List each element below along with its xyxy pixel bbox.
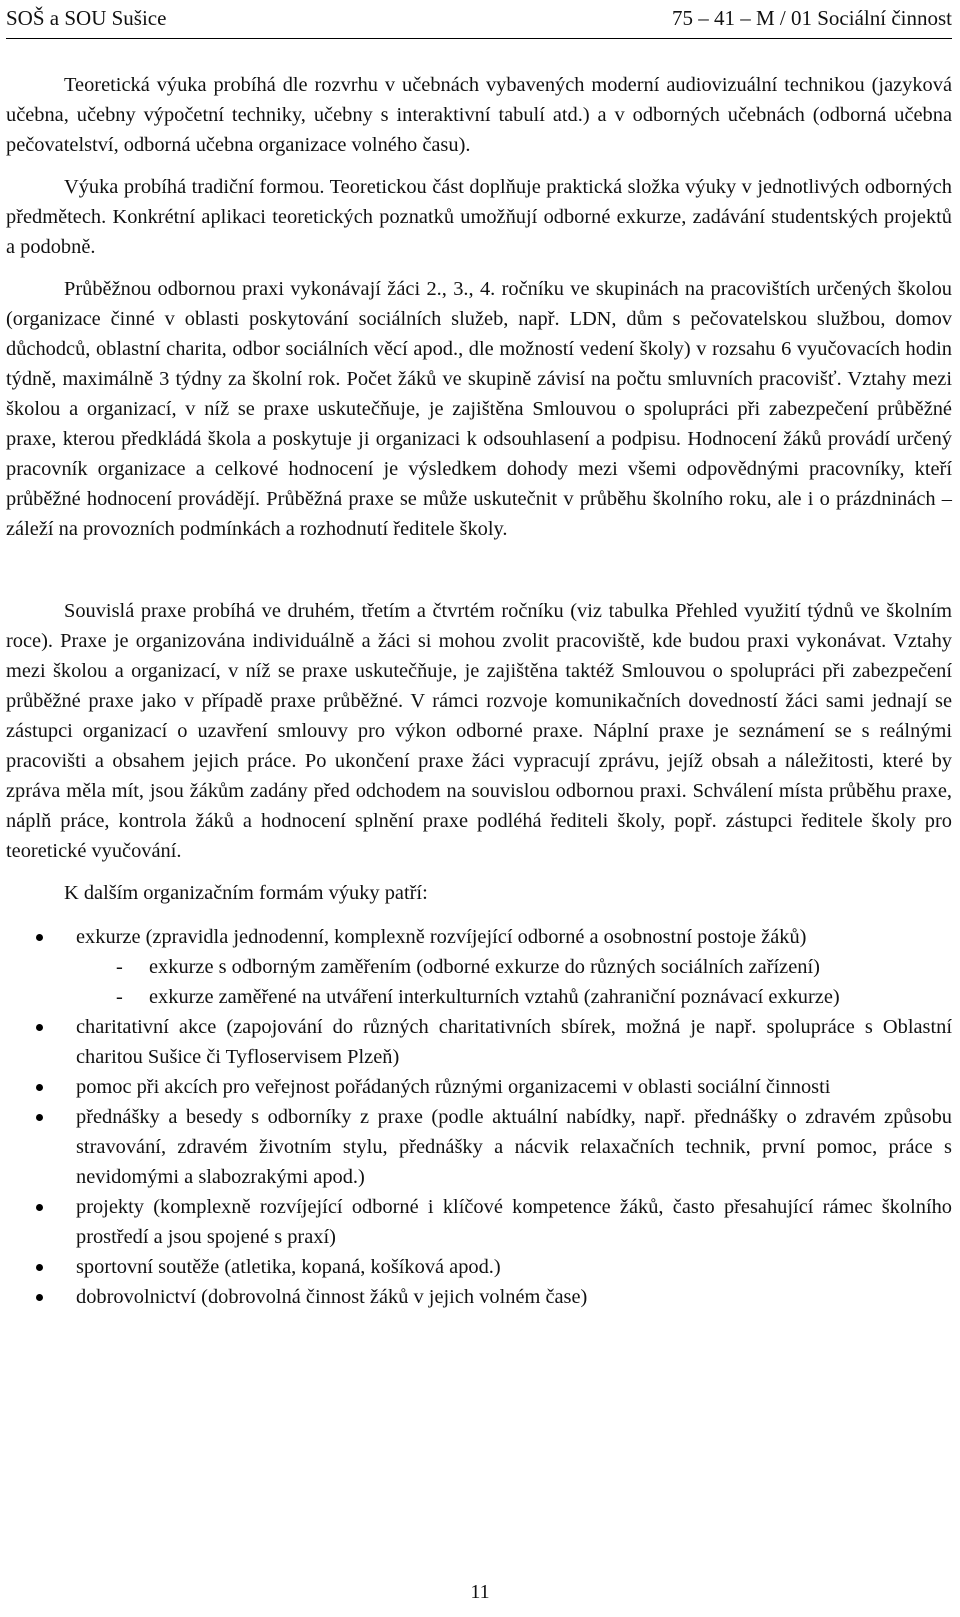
document-body: [6, 70, 952, 1312]
page-footer: [0, 1578, 960, 1606]
dash-marker: -: [116, 956, 123, 978]
bullet-icon: [36, 1294, 43, 1301]
list-item-text: sportovní soutěže (atletika, kopaná, košíková apod.): [76, 1256, 501, 1278]
sub-list-item: [76, 952, 952, 982]
paragraph-teaching-form: Výuka probíhá tradiční formou. Teoretickou část doplňuje praktická složka výuky v jednotlivých odborných předmětech. Konkrétní aplikaci teoretických poznatků umožňují odborné exkurze, zadávání studentských projektů a podobně.: [6, 176, 952, 258]
organizational-forms-list: [6, 922, 952, 1312]
list-item-text: přednášky a besedy s odborníky z praxe (podle aktuální nabídky, např. přednášky o zdravém způsobu stravování, zdravém životním stylu, přednášky a nácvik relaxačních technik, první pomoc, práce s nevidomými a slabozrakými apod.): [76, 1106, 952, 1188]
bullet-icon: [36, 1114, 43, 1121]
paragraph-ongoing-practice: Průběžnou odbornou praxi vykonávají žáci 2., 3., 4. ročníku ve skupinách na pracovištích určených školou (organizace činné v oblasti poskytování sociálních služeb, např. LDN, dům s pečovatelskou službou, domov důchodců, oblastní charita, odbor sociálních věcí apod., dle možností vedení školy) v rozsahu 6 vyučovacích hodin týdně, maximálně 3 týdny za školní rok. Počet žáků ve skupině závisí na počtu smluvních pracovišť. Vztahy mezi školou a organizací, v níž se praxe uskutečňuje, je zajištěna Smlouvou o spolupráci při zabezpečení průběžné praxe, kterou předkládá škola a poskytuje ji organizaci k odsouhlasení a podpisu. Hodnocení žáků provádí určený pracovník organizace a celkové hodnocení je výsledkem dohody mezi všemi odpovědnými pracovníky, kteří průběžné hodnocení provádějí. Průběžná praxe se může uskutečnit v průběhu školního roku, ale i o prázdninách – záleží na provozních podmínkách a rozhodnutí ředitele školy.: [6, 278, 952, 540]
list-item-text: charitativní akce (zapojování do různých charitativních sbírek, možná je např. spolupráce s Oblastní charitou Sušice či Tyfloservisem Plzeň): [76, 1016, 952, 1068]
sub-list-item: [76, 982, 952, 1012]
bullet-icon: [36, 934, 43, 941]
list-item-text: pomoc při akcích pro veřejnost pořádaných různými organizacemi v oblasti sociální činnosti: [76, 1076, 831, 1098]
bullet-icon: [36, 1204, 43, 1211]
paragraph-other-forms-intro: K dalším organizačním formám výuky patří:: [64, 882, 428, 904]
excursion-sublist: [76, 952, 952, 1012]
list-item: [6, 1072, 952, 1102]
list-item: [6, 1192, 952, 1252]
list-item: [6, 1252, 952, 1282]
paragraph-theoretical-teaching: Teoretická výuka probíhá dle rozvrhu v učebnách vybavených moderní audiovizuální technikou (jazyková učebna, učebny výpočetní techniky, učebny s interaktivní tabulí atd.) a v odborných učebnách (odborná učebna pečovatelství, odborná učebna organizace volného času).: [6, 74, 952, 156]
list-item: [6, 1102, 952, 1192]
list-item-text: exkurze (zpravidla jednodenní, komplexně rozvíjející odborné a osobnostní postoje žáků): [76, 926, 807, 948]
bullet-icon: [36, 1024, 43, 1031]
list-item-text: dobrovolnictví (dobrovolná činnost žáků v jejich volném čase): [76, 1286, 588, 1308]
page-header: [6, 0, 952, 39]
sub-list-item-text: exkurze zaměřené na utváření interkulturních vztahů (zahraniční poznávací exkurze): [149, 986, 840, 1008]
dash-marker: -: [116, 986, 123, 1008]
header-program-code: 75 – 41 – M / 01 Sociální činnost: [672, 6, 952, 30]
list-item: [6, 1012, 952, 1072]
list-item: [6, 922, 952, 1012]
list-item-text: projekty (komplexně rozvíjející odborné i klíčové kompetence žáků, často přesahující rámec školního prostředí a jsou spojené s praxí): [76, 1196, 952, 1248]
bullet-icon: [36, 1264, 43, 1271]
list-item: [6, 1282, 952, 1312]
page-number: 11: [470, 1581, 490, 1603]
sub-list-item-text: exkurze s odborným zaměřením (odborné exkurze do různých sociálních zařízení): [149, 956, 820, 978]
header-school-name: SOŠ a SOU Sušice: [6, 6, 167, 30]
paragraph-continuous-practice: Souvislá praxe probíhá ve druhém, třetím a čtvrtém ročníku (viz tabulka Přehled využití týdnů ve školním roce). Praxe je organizována individuálně a žáci si mohou zvolit pracoviště, kde budou praxi vykonávat. Vztahy mezi školou a organizací, v níž se praxe uskutečňuje, je zajištěna taktéž Smlouvou o spolupráci při zabezpečení průběžné praxe jako v případě praxe průběžné. V rámci rozvoje komunikačních dovedností žáci sami jednají se zástupci organizací o uzavření smlouvy pro výkon odborné praxe. Náplní praxe je seznámení se s reálnými pracovišti a obsahem jejich práce. Po ukončení praxe žáci vypracují zprávu, jejíž obsah a náležitosti, které by zpráva měla mít, jsou žákům zadány před odchodem na souvislou odbornou praxi. Schválení místa průběhu praxe, náplň práce, kontrola žáků a hodnocení splnění praxe podléhá řediteli školy, popř. zástupci ředitele školy pro teoretické vyučování.: [6, 600, 952, 862]
bullet-icon: [36, 1084, 43, 1091]
